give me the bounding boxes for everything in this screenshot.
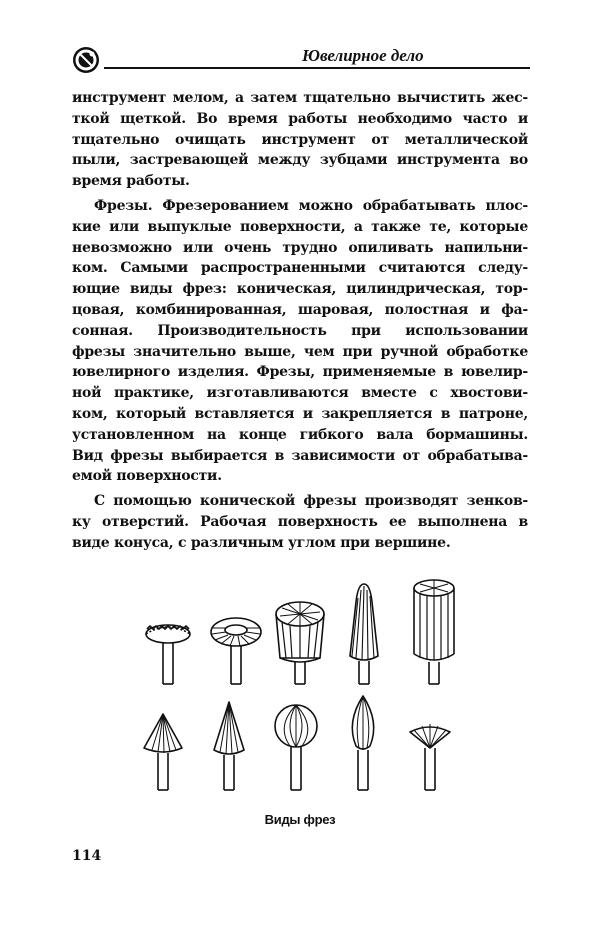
paragraph-conical [72, 491, 528, 553]
text-line: цовая, комбинированная, шаровая, полостная и фа- [72, 301, 528, 318]
running-header [64, 38, 530, 78]
text-line: ку отверстий. Рабочая поверхность ее выполнена в [72, 513, 528, 530]
cutters-illustration [120, 572, 480, 812]
body-text [72, 88, 528, 554]
text-line: установленном на конце гибкого вала бормашины. [72, 426, 528, 443]
text-line: виде конуса, с различным углом при вершине. [72, 534, 451, 551]
wheel-cutter [211, 618, 261, 684]
text-line: пыли, застревающей между зубцами инструмента во [72, 152, 528, 169]
inverted-cone-cutter [410, 724, 450, 790]
running-header-title: Ювелирное дело [302, 46, 424, 65]
text-line: время работы. [72, 173, 190, 190]
figure-caption: Виды фрез [264, 812, 336, 827]
paragraph-cutters [72, 196, 528, 487]
text-line: кие или выпуклые поверхности, а также те, которые [72, 218, 528, 235]
text-line: инструмент мелом, а затем тщательно вычистить жес- [72, 90, 528, 106]
conical-cutter [350, 584, 378, 684]
text-line: емой поверхности. [72, 468, 222, 485]
text-line: ювелирного изделия. Фрезы, применяемые в ювелир- [72, 364, 528, 381]
text-line: ной практике, изготавливаются вместе с хвостови- [72, 385, 528, 402]
text-line: С помощью конической фрезы производят зенков- [94, 493, 528, 510]
text-line: фрезы значительно выше, чем при ручной обработке [72, 343, 528, 360]
flame-cutter [352, 696, 373, 790]
pointed-cone-cutter [214, 702, 244, 790]
cylindrical-cutter [414, 580, 454, 684]
text-line: Вид фрезы выбирается в зависимости от обрабатыва- [72, 447, 528, 464]
text-line: Фрезы. Фрезерованием можно обрабатывать плос- [94, 197, 528, 214]
paragraph-cleaning [72, 88, 528, 192]
lead-term: Фрезы. [94, 197, 153, 214]
cutters-figure [120, 572, 480, 812]
ball-cutter [275, 705, 317, 790]
page-number: 114 [72, 848, 102, 864]
text-line: невозможно или очень трудно опиливать напильни- [72, 239, 528, 256]
jewelry-ring-icon [70, 44, 102, 76]
header-rule [104, 67, 530, 69]
cone-point-cutter [144, 714, 182, 790]
text-line: ком. Самыми распространенными считаются следу- [72, 260, 528, 277]
text-line: ком, который вставляется и закрепляется в патроне, [72, 405, 528, 422]
text-line: ткой щеткой. Во время работы необходимо часто и [72, 110, 528, 127]
text-line: тщательно очищать инструмент от металлической [72, 131, 528, 148]
text-line: сонная. Производительность при использовании [72, 322, 528, 339]
disc-cutter [146, 625, 190, 684]
end-mill-cutter [276, 602, 324, 684]
text-line: ющие виды фрез: коническая, цилиндрическая, тор- [72, 281, 528, 298]
